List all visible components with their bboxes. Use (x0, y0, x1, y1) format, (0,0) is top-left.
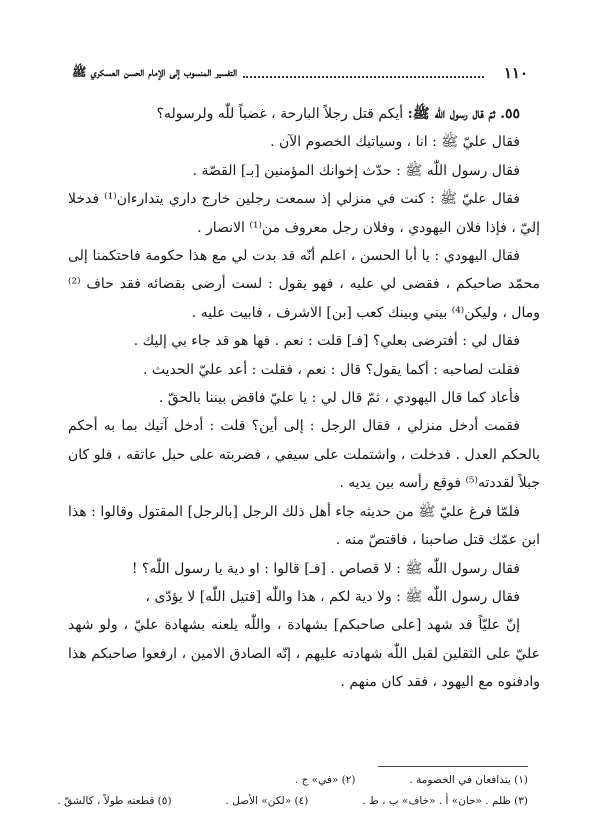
paragraph: فأعاد كما قال اليهودي ، ثمّ قال لي : يا عليّ فاقض بيننا بالحقّ . (158, 390, 520, 407)
paragraph: فقال عليّ ﷺ : انا ، وسياتيك الخصوم الآن . (270, 134, 520, 151)
footnote-row (57, 791, 528, 812)
paragraph: فقمت أدخل منزلي ، فقال الرجل : إلى أين؟ قلت : أدخل آتيك بما به أحكم بالحكم العدل . فدخلت ، واشتملت على سيفي ، فضربته على حبل عاتقه ، فلو كان جبلاً لقددته⁽⁵⁾ فوقع رأسه بين يديه . (68, 418, 540, 492)
paragraph: فقال رسول اللّٰه ﷺ : حدّث إخوانك المؤمنين [بـ] القصّة . (192, 162, 520, 179)
header-dotted-rule (243, 68, 484, 78)
footnote-rule (378, 766, 528, 767)
paragraph: فلمّا فرغ عليّ ﷺ من حديثه جاء أهل ذلك الرجل [بالرجل] المقتول وقالوا : هذا ابن عمّك قتل صاحبنا ، فاقتصّ منه . (68, 503, 540, 549)
footnote-3: (٣) ظلم . «حان» أ . «خاف» ب ، ط . (362, 795, 528, 807)
paragraph: فقلت لصاحبه : أكما يقول؟ قال : نعم ، فقلت : أعد عليّ الحديث . (142, 361, 520, 378)
paragraph: فقال رسول اللّٰه ﷺ : ولا دية لكم ، هذا واللّٰه [قتيل اللّٰه] لا يؤدّى ، (145, 588, 520, 605)
footnote-row (60, 770, 528, 791)
paragraph: فقال اليهودي : يا أبا الحسن ، اعلم أنّه قد بدت لي مع هذا حكومة فاحتكمنا إلى محمّد صاحبكم ، فقضى لي عليه ، فهو يقول : لست أرضى بقضائه فقد حاف ⁽²⁾ ومال ، وليكن⁽⁴⁾ بيني وبينك كعب [بن] الاشرف ، فابيت عليه . (68, 248, 540, 321)
running-header (72, 62, 528, 84)
page-number: ١١٠ (503, 64, 528, 82)
footnote-5: (٥) قطعته طولاً ، كالشقّ . (57, 795, 172, 807)
footnote-4: (٤) «لكن» الأصل . (225, 795, 309, 807)
paragraph: فقال عليّ ﷺ : كنت في منزلي إذ سمعت رجلين خارج داري يتدارءان⁽¹⁾ فدخلا إليّ ، فإذا فلان اليهودي ، وفلان رجل معروف من⁽¹⁾ الانصار . (68, 191, 540, 236)
main-text (68, 100, 540, 697)
paragraph: فقال لي : أفترضى بعلي؟ [فـ] قلت : نعم . فها هو قد جاء بي إليك . (133, 333, 520, 350)
book-title: التفسير المنسوب إلى الإمام الحسن العسكري ﷺ (72, 64, 238, 79)
paragraph: إنّ عليّاً قد شهد [على صاحبكم] بشهادة ، واللّٰه يلعنه بشهادة عليّ ، ولو شهد عليّ على الثقلين لقبل اللّٰه شهادته عليهم ، إنّه الصادق الامين ، ارفعوا صاحبكم هذا وادفنوه مع اليهود ، فقد كان منهم . (68, 617, 540, 691)
paragraph-55 (68, 100, 540, 128)
footnotes (57, 766, 528, 812)
footnote-2: (٢) «في» ج . (294, 774, 356, 786)
paragraph-lead: ٥٥. ثمّ قال رسول اللّٰه ﷺ: (407, 106, 520, 122)
footnote-1: (١) يتدافعان في الخصومة . (409, 774, 528, 786)
paragraph-55-text: أيكم قتل رجلاً البارحة ، غضباً للّٰه ولرسوله؟ (156, 106, 408, 122)
paragraph: فقال رسول اللّٰه ﷺ : لا قصاص . [فـ] قالوا : او دية يا رسول اللّٰه؟ ! (131, 560, 520, 577)
